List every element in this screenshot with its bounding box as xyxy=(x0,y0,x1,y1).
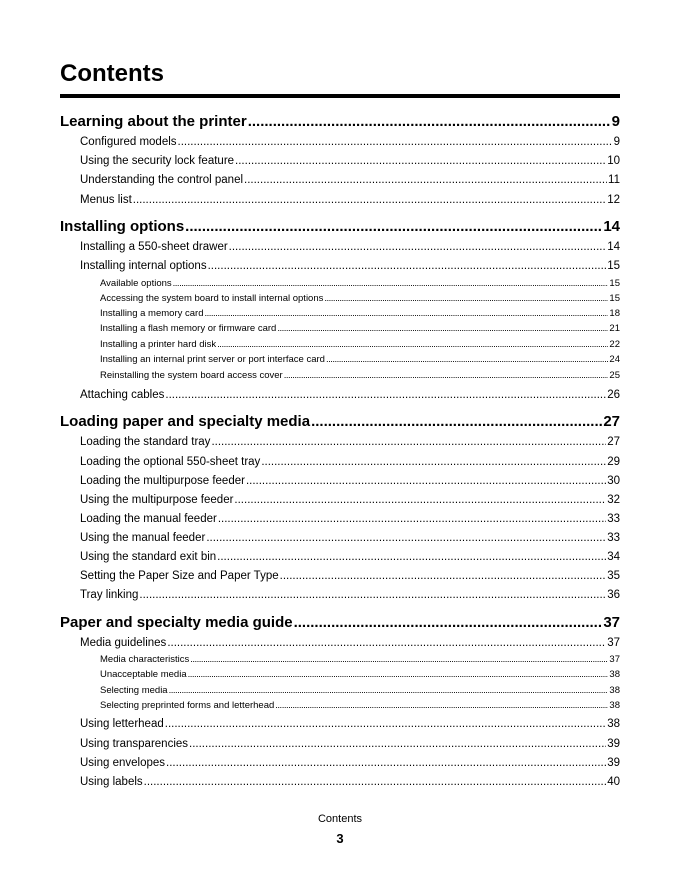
toc-entry-title: Loading the standard tray xyxy=(80,436,211,448)
toc-entry-page: 33 xyxy=(607,513,620,525)
toc-entry-page: 37 xyxy=(607,637,620,649)
dot-leader xyxy=(189,738,606,750)
toc-entry-title: Using the manual feeder xyxy=(80,532,206,544)
toc-subsection-entry[interactable] xyxy=(100,354,620,365)
toc-entry-title: Media guidelines xyxy=(80,637,167,649)
toc-entry-page: 27 xyxy=(607,436,620,448)
toc-entry-title: Using transparencies xyxy=(80,738,189,750)
dot-leader xyxy=(190,654,608,665)
dot-leader xyxy=(178,136,613,148)
dot-leader xyxy=(139,589,606,601)
toc-entry-page: 11 xyxy=(608,174,620,186)
toc-entry-title: Accessing the system board to install internal options xyxy=(100,293,324,304)
dot-leader xyxy=(261,456,606,468)
toc-entry-page: 12 xyxy=(607,194,620,206)
toc-entry-title: Installing options xyxy=(60,218,185,235)
footer-section-label: Contents xyxy=(317,813,363,825)
toc-entry-title: Loading the optional 550-sheet tray xyxy=(80,456,261,468)
toc-entry-title: Selecting preprinted forms and letterhead xyxy=(100,700,275,711)
toc-entry-title: Tray linking xyxy=(80,589,139,601)
toc-entry-title: Setting the Paper Size and Paper Type xyxy=(80,570,279,582)
toc-subsection-entry[interactable] xyxy=(100,654,620,665)
toc-entry-title: Using envelopes xyxy=(80,757,166,769)
toc-entry-page: 36 xyxy=(607,589,620,601)
toc-subsection-entry[interactable] xyxy=(100,700,620,711)
dot-leader xyxy=(326,354,608,365)
dot-leader xyxy=(188,669,609,680)
toc-entry-page: 32 xyxy=(607,494,620,506)
toc-entry-title: Installing a flash memory or firmware card xyxy=(100,323,277,334)
toc-entry-title: Using the standard exit bin xyxy=(80,551,217,563)
toc-section-entry[interactable] xyxy=(80,241,620,253)
page-title: Contents xyxy=(60,60,164,87)
toc-entry-title: Paper and specialty media guide xyxy=(60,614,293,631)
toc-subsection-entry[interactable] xyxy=(100,370,620,381)
toc-chapter-entry[interactable] xyxy=(60,218,620,235)
toc-entry-page: 15 xyxy=(607,260,620,272)
toc-section-entry[interactable] xyxy=(80,174,620,186)
toc-entry-page: 9 xyxy=(613,136,620,148)
dot-leader xyxy=(165,389,606,401)
dot-leader xyxy=(133,194,606,206)
toc-entry-page: 26 xyxy=(607,389,620,401)
toc-entry-page: 27 xyxy=(603,413,620,430)
toc-entry-title: Understanding the control panel xyxy=(80,174,244,186)
dot-leader xyxy=(208,260,607,272)
toc-entry-title: Using the security lock feature xyxy=(80,155,235,167)
toc-entry-page: 14 xyxy=(607,241,620,253)
toc-entry-title: Loading the manual feeder xyxy=(80,513,217,525)
toc-entry-title: Media characteristics xyxy=(100,654,190,665)
dot-leader xyxy=(229,241,607,253)
toc-entry-page: 24 xyxy=(609,354,620,365)
dot-leader xyxy=(211,436,606,448)
toc-entry-page: 33 xyxy=(607,532,620,544)
dot-leader xyxy=(234,494,606,506)
toc-entry-page: 39 xyxy=(607,738,620,750)
toc-section-entry[interactable] xyxy=(80,551,620,563)
toc-entry-title: Installing a 550-sheet drawer xyxy=(80,241,228,253)
toc-entry-page: 21 xyxy=(609,323,620,334)
dot-leader xyxy=(294,614,603,631)
toc-entry-title: Using letterhead xyxy=(80,718,164,730)
toc-entry-page: 37 xyxy=(609,654,620,665)
toc-entry-title: Learning about the printer xyxy=(60,113,247,130)
toc-entry-page: 25 xyxy=(609,370,620,381)
toc-entry-title: Configured models xyxy=(80,136,177,148)
dot-leader xyxy=(204,308,608,319)
toc-subsection-entry[interactable] xyxy=(100,293,620,304)
toc-section-entry[interactable] xyxy=(80,389,620,401)
toc-entry-page: 18 xyxy=(609,308,620,319)
toc-entry-page: 38 xyxy=(607,718,620,730)
toc-entry-page: 30 xyxy=(607,475,620,487)
toc-entry-title: Installing internal options xyxy=(80,260,207,272)
toc-entry-title: Available options xyxy=(100,278,172,289)
toc-section-entry[interactable] xyxy=(80,718,620,730)
toc-section-entry[interactable] xyxy=(80,513,620,525)
toc-subsection-entry[interactable] xyxy=(100,669,620,680)
toc-section-entry[interactable] xyxy=(80,589,620,601)
dot-leader xyxy=(324,293,608,304)
toc-entry-page: 37 xyxy=(603,614,620,631)
dot-leader xyxy=(235,155,606,167)
dot-leader xyxy=(248,113,611,130)
toc-entry-page: 14 xyxy=(603,218,620,235)
dot-leader xyxy=(277,323,608,334)
toc-chapter-entry[interactable] xyxy=(60,113,620,130)
dot-leader xyxy=(218,513,606,525)
toc-chapter-entry[interactable] xyxy=(60,413,620,430)
toc-section-entry[interactable] xyxy=(80,738,620,750)
toc-section-entry[interactable] xyxy=(80,436,620,448)
toc-entry-page: 38 xyxy=(609,669,620,680)
toc-subsection-entry[interactable] xyxy=(100,685,620,696)
dot-leader xyxy=(246,475,606,487)
dot-leader xyxy=(217,339,608,350)
toc-entry-page: 38 xyxy=(609,685,620,696)
dot-leader xyxy=(144,776,607,788)
dot-leader xyxy=(165,718,606,730)
toc-section-entry[interactable] xyxy=(80,757,620,769)
dot-leader xyxy=(173,278,609,289)
dot-leader xyxy=(217,551,606,563)
toc-entry-title: Selecting media xyxy=(100,685,168,696)
toc-chapter-entry[interactable] xyxy=(60,614,620,631)
toc-entry-page: 38 xyxy=(609,700,620,711)
toc-entry-page: 34 xyxy=(607,551,620,563)
toc-entry-title: Loading the multipurpose feeder xyxy=(80,475,245,487)
footer-page-number: 3 xyxy=(336,831,344,846)
toc-entry-title: Loading paper and specialty media xyxy=(60,413,311,430)
toc-entry-page: 15 xyxy=(609,278,620,289)
toc-entry-title: Unacceptable media xyxy=(100,669,187,680)
toc-section-entry[interactable] xyxy=(80,637,620,649)
toc-subsection-entry[interactable] xyxy=(100,323,620,334)
toc-entry-page: 40 xyxy=(607,776,620,788)
dot-leader xyxy=(166,757,606,769)
toc-entry-title: Using labels xyxy=(80,776,143,788)
toc-entry-page: 10 xyxy=(607,155,620,167)
toc-section-entry[interactable] xyxy=(80,532,620,544)
toc-entry-title: Menus list xyxy=(80,194,132,206)
toc-section-entry[interactable] xyxy=(80,260,620,272)
toc-entry-page: 15 xyxy=(609,293,620,304)
dot-leader xyxy=(185,218,602,235)
dot-leader xyxy=(169,685,609,696)
dot-leader xyxy=(206,532,606,544)
toc-section-entry[interactable] xyxy=(80,570,620,582)
toc-entry-title: Reinstalling the system board access cover xyxy=(100,370,283,381)
toc-entry-title: Attaching cables xyxy=(80,389,165,401)
dot-leader xyxy=(284,370,609,381)
toc-entry-title: Installing a printer hard disk xyxy=(100,339,217,350)
toc-section-entry[interactable] xyxy=(80,155,620,167)
toc-subsection-entry[interactable] xyxy=(100,278,620,289)
toc-entry-page: 35 xyxy=(607,570,620,582)
dot-leader xyxy=(311,413,602,430)
dot-leader xyxy=(167,637,606,649)
toc-entry-page: 22 xyxy=(609,339,620,350)
toc-entry-page: 9 xyxy=(611,113,620,130)
toc-section-entry[interactable] xyxy=(80,776,620,788)
toc-section-entry[interactable] xyxy=(80,494,620,506)
toc-section-entry[interactable] xyxy=(80,136,620,148)
toc-subsection-entry[interactable] xyxy=(100,339,620,350)
toc-section-entry[interactable] xyxy=(80,456,620,468)
toc-entry-page: 39 xyxy=(607,757,620,769)
toc-entry-title: Using the multipurpose feeder xyxy=(80,494,234,506)
toc-entry-title: Installing an internal print server or port interface card xyxy=(100,354,325,365)
dot-leader xyxy=(275,700,608,711)
toc-entry-title: Installing a memory card xyxy=(100,308,204,319)
dot-leader xyxy=(280,570,607,582)
dot-leader xyxy=(244,174,607,186)
toc-section-entry[interactable] xyxy=(80,475,620,487)
toc-section-entry[interactable] xyxy=(80,194,620,206)
toc-subsection-entry[interactable] xyxy=(100,308,620,319)
title-rule xyxy=(60,94,620,98)
toc-entry-page: 29 xyxy=(607,456,620,468)
